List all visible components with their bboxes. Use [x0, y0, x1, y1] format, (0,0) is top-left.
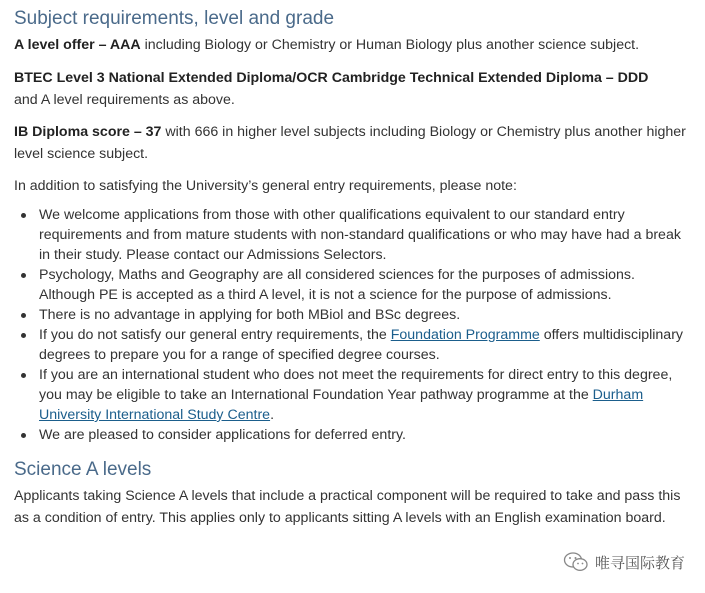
list-item-text: offers multidisciplinary degrees to prepare you for a range of specified degree courses. — [39, 327, 684, 363]
list-item — [14, 365, 689, 425]
ib-offer — [14, 121, 689, 165]
alevel-offer-label: A level offer – AAA — [14, 37, 141, 53]
list-item-text: If you are an international student who does not meet the requirements for direct entry to this degree, you may be eligible to take an International Foundation Year pathway programme at the — [39, 367, 673, 403]
list-item: We welcome applications from those with other qualifications equivalent to our standard entry requirements and from mature students with non-standard qualifications or who may have had a break in their study. Please contact our Admissions Selectors. — [14, 205, 689, 265]
requirements-list — [14, 205, 689, 445]
list-item: There is no advantage in applying for both MBiol and BSc degrees. — [14, 305, 689, 325]
watermark-text: 唯寻国际教育 — [594, 553, 685, 572]
foundation-programme-link[interactable]: Foundation Programme — [390, 327, 540, 343]
section-heading-subject-requirements: Subject requirements, level and grade — [14, 8, 335, 29]
alevel-offer — [14, 34, 689, 56]
btec-offer-label: BTEC Level 3 National Extended Diploma/OCR Cambridge Technical Extended Diploma – DDD — [14, 70, 649, 86]
ib-offer-text: with 666 in higher level subjects including Biology or Chemistry plus another higher level science subject. — [14, 124, 686, 162]
watermark — [563, 551, 685, 573]
ib-offer-label: IB Diploma score – 37 — [14, 124, 162, 140]
international-study-centre-link[interactable]: Durham University International Study Centre — [39, 387, 644, 423]
btec-offer-text: and A level requirements as above. — [14, 92, 235, 108]
btec-offer — [14, 67, 689, 111]
list-item: Psychology, Maths and Geography are all considered sciences for the purposes of admissions. Although PE is accepted as a third A level, it is not a science for the purpose of admissions. — [14, 265, 689, 305]
list-item-text: . — [270, 407, 275, 423]
science-a-levels-text: Applicants taking Science A levels that include a practical component will be required to take and pass this as a condition of entry. This applies only to applicants sitting A levels with an English examination board. — [14, 488, 681, 526]
list-item: We are pleased to consider applications for deferred entry. — [14, 425, 689, 445]
section-heading-science-a-levels: Science A levels — [14, 459, 152, 480]
entry-requirements-intro: In addition to satisfying the University’s general entry requirements, please note: — [14, 178, 517, 194]
wechat-icon — [563, 551, 589, 573]
list-item-text: If you do not satisfy our general entry requirements, the — [39, 327, 391, 343]
alevel-offer-text: including Biology or Chemistry or Human Biology plus another science subject. — [140, 37, 640, 53]
list-item — [14, 325, 689, 365]
